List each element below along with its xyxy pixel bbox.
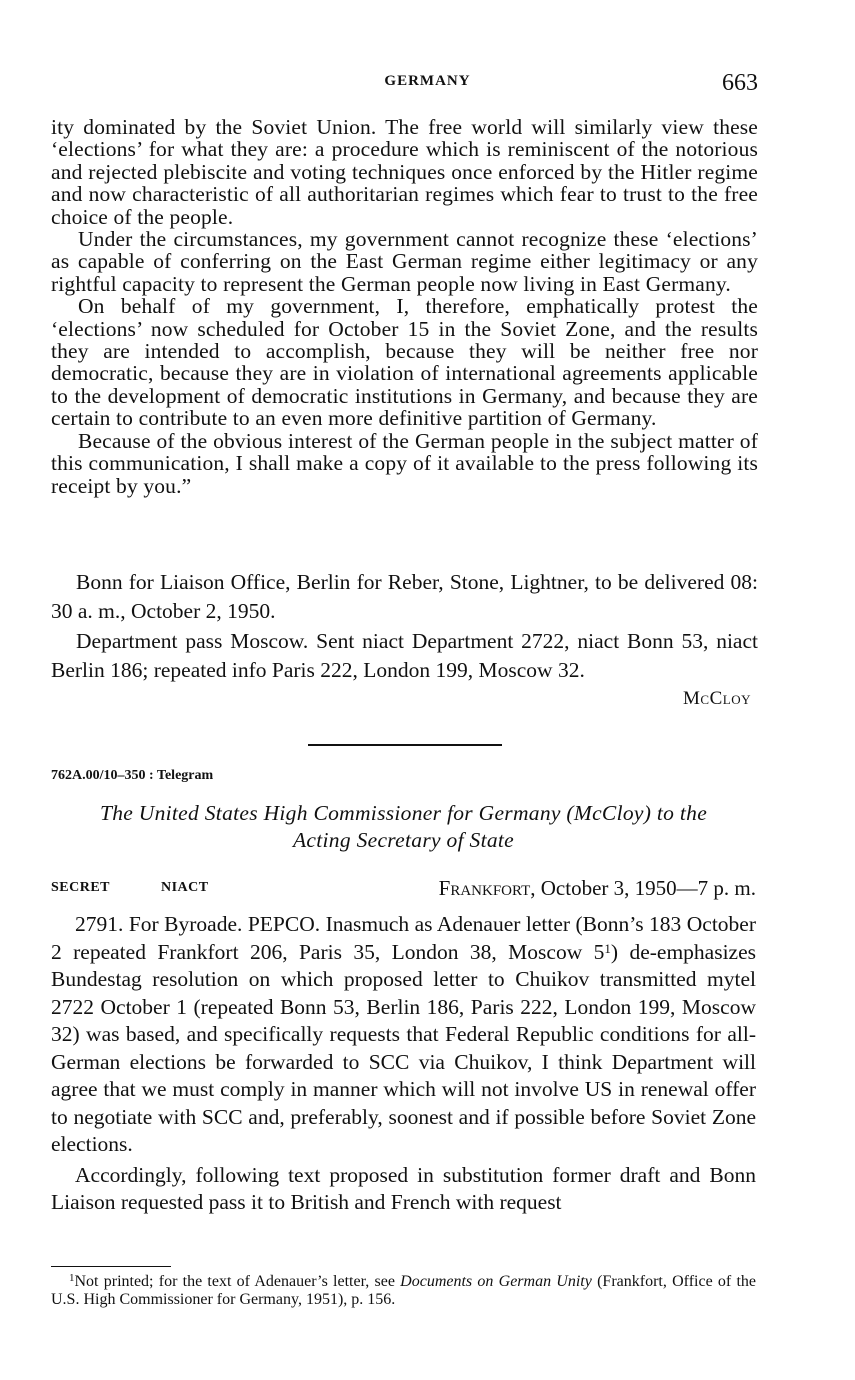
paragraph-text: ) de-emphasizes Bundestag resolution on which proposed letter to Chuikov transmitted mytel 2722 October 1 (repeated Bonn 53, Berlin 186, Paris 222, London 199, Moscow 32) was based, and specifically requests that Federal Republic conditions for all-German elections be forwarded to SCC via Chuikov, I think Department will agree that we must comply in manner which will not involve US in renewal offer to negotiate with SCC and, preferably, soonest and if possible before Soviet Zone elections. — [51, 939, 756, 1156]
paragraph: Under the circumstances, my government cannot recognize these ‘elections’ as capable of conferring on the East German regime either legitimacy or any rightful capacity to represent the German people now living in East Germany. — [51, 227, 758, 296]
footnote-divider — [51, 1266, 171, 1267]
page-number: 663 — [722, 70, 758, 96]
paragraph: ity dominated by the Soviet Union. The free world will similarly view these ‘elections’ for what they are: a procedure which is reminiscent of the notorious and rejected plebiscite and voting techniques once enforced by the Hitler regime and now characteristic of all authoritarian regimes which fear to trust to the free choice of the people. — [51, 115, 758, 229]
letter-continuation — [51, 116, 758, 497]
footnote-ref: 1 — [604, 940, 611, 956]
telegram-body — [51, 911, 756, 1220]
paragraph: On behalf of my government, I, therefore, emphatically protest the ‘elections’ now scheduled for October 15 in the Soviet Zone, and the results they are intended to accomplish, because they will be neither free nor democratic, because they are in violation of international agreements applicable to the development of democratic institutions in Germany, and because they are certain to contribute to an even more definitive partition of Germany. — [51, 294, 758, 431]
footnote — [51, 1273, 756, 1309]
title-line: The United States High Commissioner for Germany (McCloy) to the — [99, 801, 708, 825]
transmission-notes — [51, 568, 758, 686]
priority: NIACT — [161, 880, 209, 895]
file-reference: 762A.00/10–350 : Telegram — [51, 768, 214, 783]
footnote-text: (Frankfort, Office of the U.S. High Commissioner for Germany, 1951), p. 156. — [51, 1273, 757, 1308]
document-title — [51, 800, 756, 854]
paragraph: Accordingly, following text proposed in substitution former draft and Bonn Liaison requested pass it to British and French with request — [51, 1162, 756, 1214]
footnote-marker: 1 — [69, 1272, 75, 1284]
paragraph: Bonn for Liaison Office, Berlin for Reber, Stone, Lightner, to be delivered 08: 30 a. m., October 2, 1950. — [51, 570, 758, 623]
place: Frankfort, — [438, 876, 536, 900]
section-divider — [308, 744, 502, 746]
place-date — [439, 876, 756, 901]
signature: McCloy — [683, 688, 751, 709]
classification: SECRET — [51, 880, 111, 895]
paragraph-text: 2791. For Byroade. PEPCO. Inasmuch as Adenauer letter (Bonn’s 183 October 2 repeated Frankfort 206, Paris 35, London 38, Moscow 5 — [51, 912, 756, 964]
footnote-text: Not printed; for the text of Adenauer’s letter, see — [74, 1273, 401, 1290]
paragraph: Because of the obvious interest of the German people in the subject matter of this communication, I shall make a copy of it available to the press following its receipt by you.” — [51, 428, 758, 498]
datetime: October 3, 1950—7 p. m. — [535, 876, 756, 900]
paragraph — [51, 911, 756, 1159]
telegram-meta — [51, 876, 756, 906]
footnote-title: Documents on German Unity — [400, 1273, 592, 1290]
paragraph: Department pass Moscow. Sent niact Department 2722, niact Bonn 53, niact Berlin 186; repeated info Paris 222, London 199, Moscow 32. — [51, 629, 758, 682]
running-header: GERMANY — [384, 73, 471, 89]
title-line: Acting Secretary of State — [292, 828, 515, 852]
